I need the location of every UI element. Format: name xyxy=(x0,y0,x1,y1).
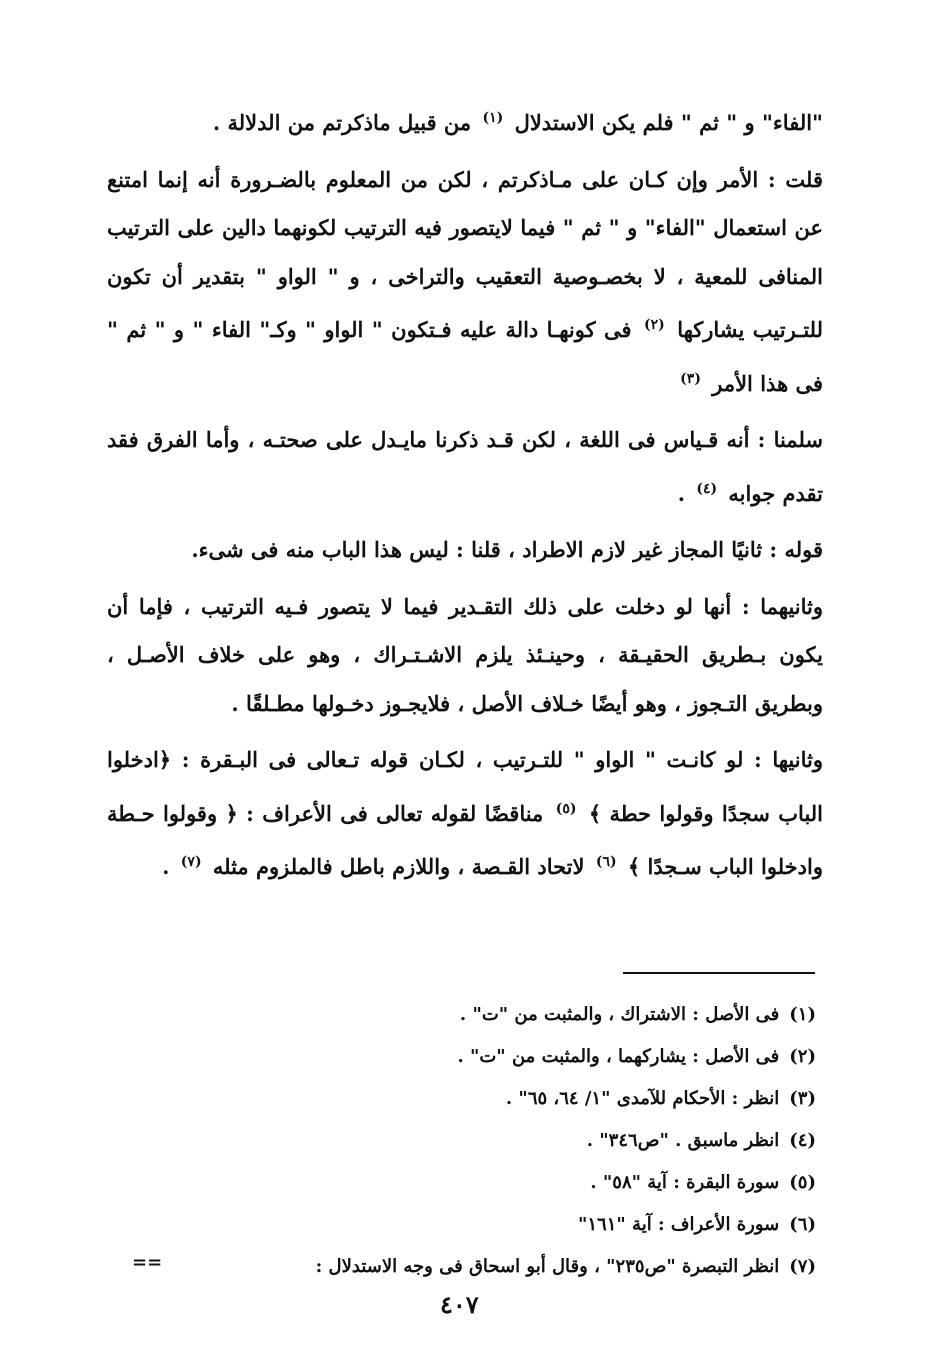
footnote-number: (٥) xyxy=(789,1172,816,1193)
footnote-marker: (١) xyxy=(482,110,504,126)
footnote xyxy=(116,1036,816,1078)
paragraph-lead: قلت : xyxy=(767,166,823,192)
paragraph-tail: من قبيل ماذكرتم من الدلالة . xyxy=(212,110,472,135)
footnote xyxy=(116,994,816,1036)
footnotes-list xyxy=(116,994,816,1288)
footnote xyxy=(116,1120,816,1162)
paragraph-text: أنها لو دخلت على ذلك التقـدير فيما لا يتصور فـيه الترتيب ، فإما أن يكون بـطريق الحقيـقة ، وحينـئذ يلزم الاشـتـراك ، وهو على خلاف الأصـل ، وبطريق التـجوز ، وهو أيضًا خـلاف الأصل ، فلايجـوز دخـولها مطـلقًا . xyxy=(107,593,823,716)
footnote-text: سورة البقرة : آية "٥٨" . xyxy=(590,1172,780,1193)
paragraph-tail: . xyxy=(162,854,170,879)
paragraph-text: لو كانـت " الواو " للتـرتيب ، لكـان قوله تـعالى فى البـقرة : ﴿ادخلوا الباب سجدًا وقولوا حطة ﴾ xyxy=(107,747,824,826)
paragraph-6 xyxy=(107,736,823,892)
paragraph-1 xyxy=(107,94,823,148)
footnote-divider xyxy=(623,972,815,974)
page-number: ٤٠٧ xyxy=(440,1290,479,1319)
paragraph-lead: قوله : xyxy=(769,537,823,562)
footnote-marker: (٢) xyxy=(643,317,665,333)
paragraph-tail: . xyxy=(677,480,686,506)
main-text xyxy=(107,94,823,900)
footnote-text: فى الأصل : الاشتراك ، والمثبت من "ت" . xyxy=(459,1004,780,1025)
footnote xyxy=(116,1162,816,1204)
footnote xyxy=(116,1204,816,1246)
paragraph-3 xyxy=(107,416,823,518)
footnote-marker: (٥) xyxy=(555,800,577,817)
paragraph-tail: فى كونهـا دالة عليه فـتكون " الواو " وكـ" الفاء " و " ثم " فى هذا الأمر xyxy=(107,317,823,396)
paragraph-text: سلمنا : أنه قـياس فى اللغة ، لكن قـد ذكرنا مايـدل على صحتـه ، وأما الفرق فقد تقدم جوابه xyxy=(107,427,823,506)
footnote-text: فى الأصل : يشاركهما ، والمثبت من "ت" . xyxy=(457,1046,780,1067)
footnote-number: (٧) xyxy=(789,1256,816,1277)
footnote-number: (٣) xyxy=(789,1088,816,1109)
footnote-text: سورة الأعراف : آية "١٦١" xyxy=(578,1214,780,1235)
footnote-marker: (٣) xyxy=(680,370,701,387)
paragraph-tail: مناقضًا لقوله تعالى فى الأعراف : ﴿ وقولوا حـطة وادخلوا الباب سـجدًا ﴾ xyxy=(107,800,823,879)
paragraph-tail: لاتحاد القـصة ، واللازم باطل فالملزوم مثله xyxy=(212,854,585,879)
paragraph-text: ثانيًا المجاز غير لازم الاطراد ، قلنا : ليس هذا الباب منه فى شىء. xyxy=(191,537,763,562)
paragraph-text: الأمر وإن كـان على مـاذكرتم ، لكن من المعلوم بالضـرورة أنه إنما امتنع عن استعمال "الفاء" و " ثم " فيما لايتصور فيه الترتيب لكونهما دالين على الترتيب المنافى للمعية ، لا بخصـوصية التعقيب والتراخى ، و " الواو " بتقدير أن تكون للتـرتيب يشاركها xyxy=(107,166,824,342)
footnote-number: (٤) xyxy=(789,1130,816,1151)
paragraph-text: "الفاء" و " ثم " فلم يكن الاستدلال xyxy=(514,110,823,135)
paragraph-lead: وثانيها : xyxy=(753,747,823,772)
footnote xyxy=(116,1078,816,1120)
footnote-marker: (٧) xyxy=(180,854,202,870)
paragraph-4 xyxy=(107,526,823,575)
paragraph-5 xyxy=(107,583,823,729)
footnote xyxy=(116,1246,816,1288)
footnote-text: انظر التبصرة "ص٢٣٥" ، وقال أبو اسحاق فى وجه الاستدلال : xyxy=(315,1256,780,1277)
footnote-text: انظر : الأحكام للآمدى "١/ ٦٤، ٦٥" . xyxy=(505,1088,780,1109)
continuation-mark: == xyxy=(132,1252,163,1273)
footnote-number: (١) xyxy=(789,1004,816,1025)
footnote-number: (٢) xyxy=(789,1046,816,1067)
footnote-marker: (٦) xyxy=(595,854,617,870)
footnote-marker: (٤) xyxy=(696,480,718,497)
footnote-text: انظر ماسبق . "ص٣٤٦" . xyxy=(586,1130,780,1151)
paragraph-lead: وثانيهما : xyxy=(741,593,824,619)
footnote-number: (٦) xyxy=(789,1214,816,1235)
paragraph-2 xyxy=(107,156,823,409)
